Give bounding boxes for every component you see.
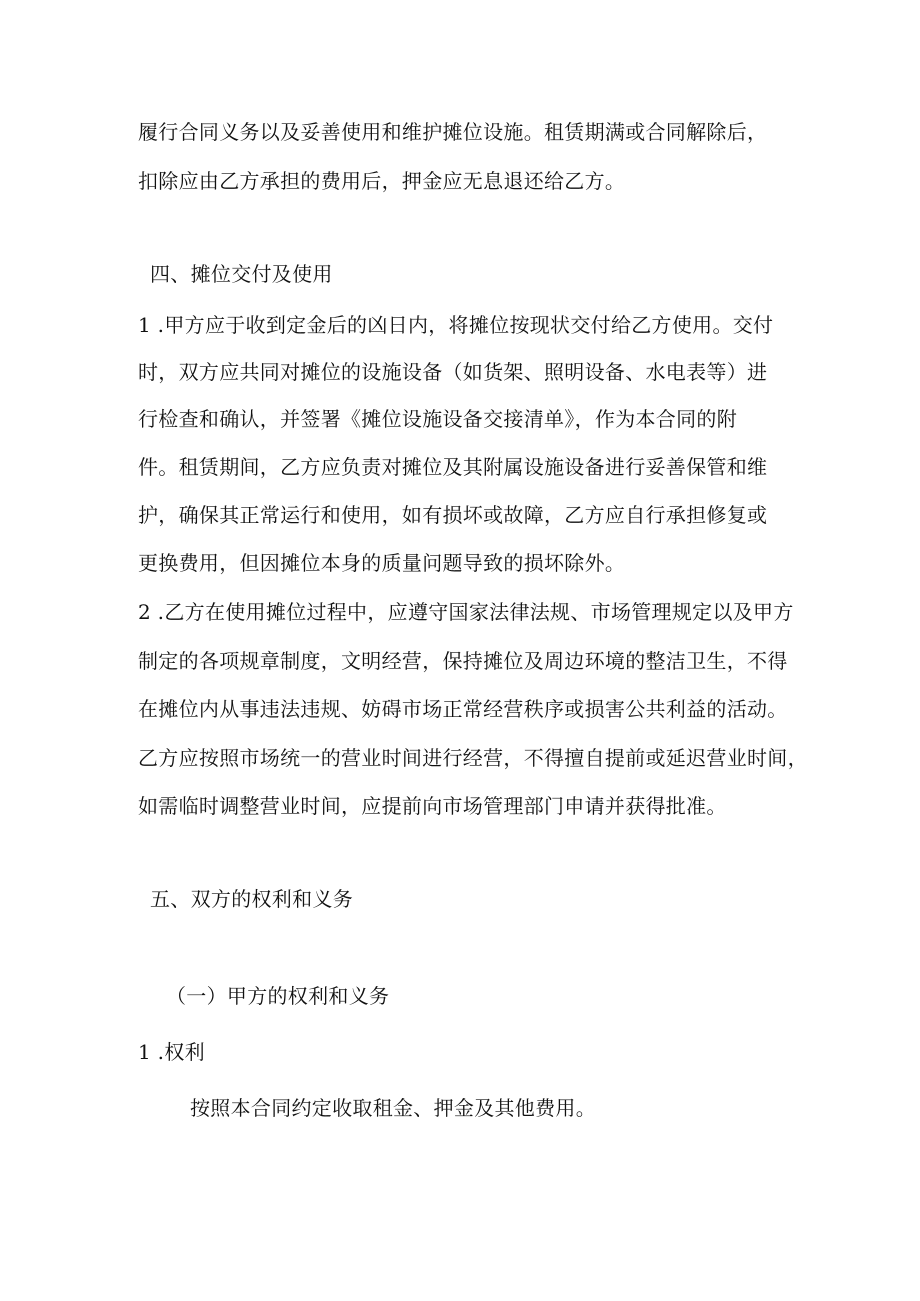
clause-1-line: 时，双方应共同对摊位的设施设备（如货架、照明设备、水电表等）进 bbox=[138, 360, 768, 384]
paragraph-line: 履行合同义务以及妥善使用和维护摊位设施。租赁期满或合同解除后， bbox=[138, 120, 768, 144]
section-heading-5: 五、双方的权利和义务 bbox=[150, 887, 353, 911]
clause-2-line: 制定的各项规章制度，文明经营，保持摊位及周边环境的整洁卫生，不得 bbox=[138, 649, 788, 673]
clause-1-line: 行检查和确认，并签署《摊位设施设备交接清单》，作为本合同的附 bbox=[138, 407, 737, 431]
clause-1-line: 1 .甲方应于收到定金后的凶日内，将摊位按现状交付给乙方使用。交付 bbox=[138, 313, 774, 337]
clause-2-line: 在摊位内从事违法违规、妨碍市场正常经营秩序或损害公共利益的活动。 bbox=[138, 697, 788, 721]
subsection-heading: （一）甲方的权利和义务 bbox=[166, 984, 390, 1008]
paragraph-line: 扣除应由乙方承担的费用后，押金应无息退还给乙方。 bbox=[138, 169, 626, 193]
section-heading-4: 四、摊位交付及使用 bbox=[150, 262, 333, 286]
clause-1-line: 件。租赁期间，乙方应负责对摊位及其附属设施设备进行妥善保管和维 bbox=[138, 455, 768, 479]
clause-2-line: 2 .乙方在使用摊位过程中，应遵守国家法律法规、市场管理规定以及甲方 bbox=[138, 600, 794, 624]
clause-2-line: 乙方应按照市场统一的营业时间进行经营，不得擅自提前或延迟营业时间， bbox=[138, 746, 808, 770]
clause-2-line: 如需临时调整营业时间，应提前向市场管理部门申请并获得批准。 bbox=[138, 794, 727, 818]
item-heading-rights: 1 .权利 bbox=[138, 1040, 205, 1064]
paragraph-line: 按照本合同约定收取租金、押金及其他费用。 bbox=[190, 1096, 596, 1120]
clause-1-line: 更换费用，但因摊位本身的质量问题导致的损坏除外。 bbox=[138, 551, 626, 575]
clause-1-line: 护，确保其正常运行和使用，如有损坏或故障，乙方应自行承担修复或 bbox=[138, 503, 768, 527]
